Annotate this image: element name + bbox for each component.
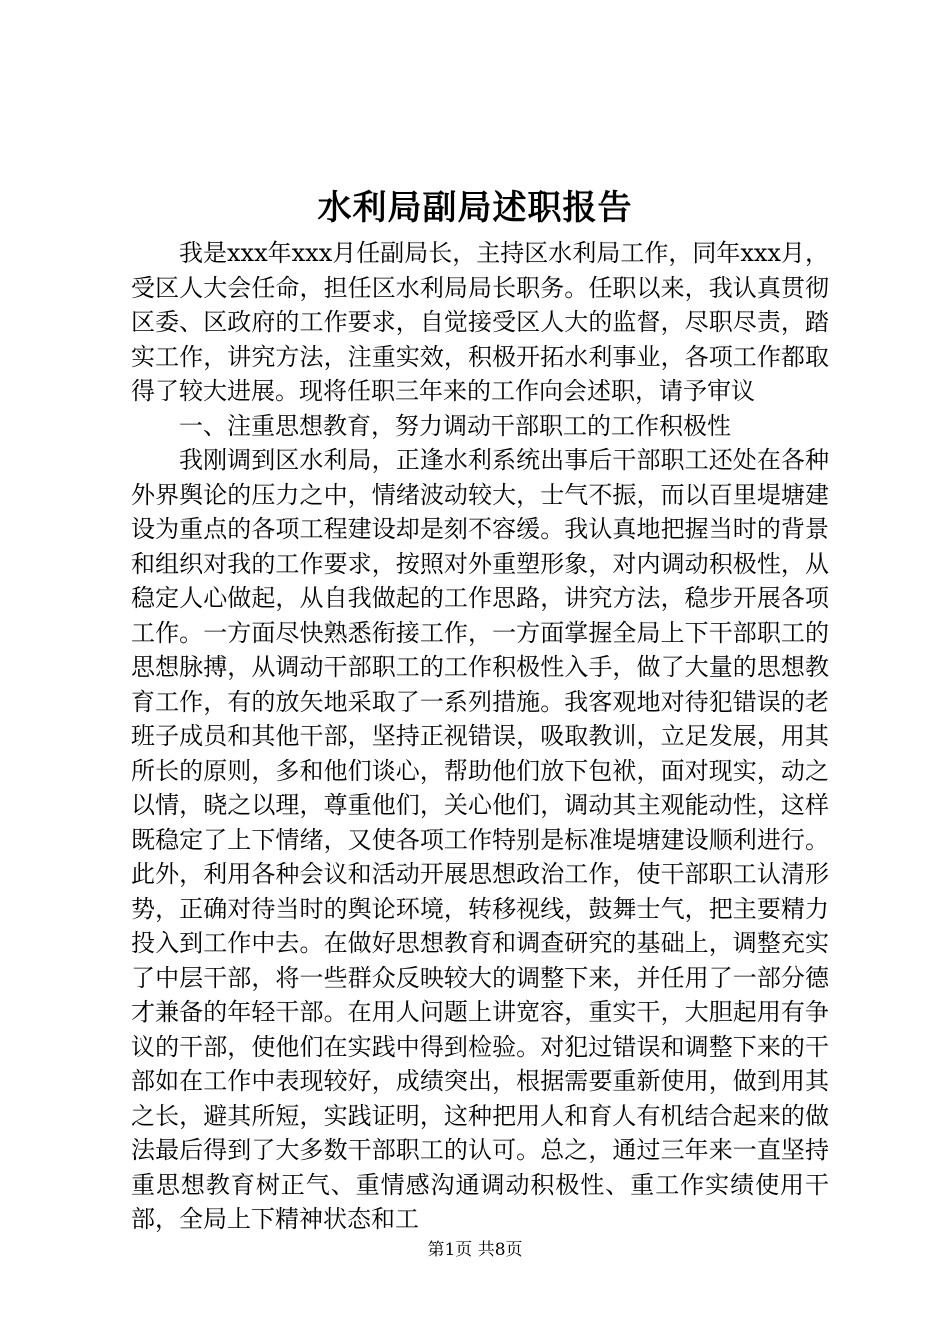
- document-title: 水利局副局述职报告: [317, 188, 633, 228]
- paragraph-intro: 我是xxx年xxx月任副局长，主持区水利局工作，同年xxx月，受区人大会任命，担任区水利局局长职务。任职以来，我认真贯彻区委、区政府的工作要求，自觉接受区人大的监督，尽职尽责，踏实工作，讲究方法，注重实效，积极开拓水利事业，各项工作都取得了较大进展。现将任职三年来的工作向会述职，请予审议: [131, 239, 829, 405]
- document-body: [131, 236, 829, 1237]
- section-heading-1: 一、注重思想教育，努力调动干部职工的工作积极性: [179, 411, 731, 440]
- paragraph-section-1: 我刚调到区水利局，正逢水利系统出事后干部职工还处在各种外界舆论的压力之中，情绪波动较大，士气不振，而以百里堤塘建设为重点的各项工程建设却是刻不容缓。我认真地把握当时的背景和组织对我的工作要求，按照对外重塑形象，对内调动积极性，从稳定人心做起，从自我做起的工作思路，讲究方法，稳步开展各项工作。一方面尽快熟悉衔接工作，一方面掌握全局上下干部职工的思想脉搏，从调动干部职工的工作积极性入手，做了大量的思想教育工作，有的放矢地采取了一系列措施。我客观地对待犯错误的老班子成员和其他干部，坚持正视错误，吸取教训，立足发展，用其所长的原则，多和他们谈心，帮助他们放下包袱，面对现实，动之以情，晓之以理，尊重他们，关心他们，调动其主观能动性，这样既稳定了上下情绪，又使各项工作特别是标准堤塘建设顺利进行。此外，利用各种会议和活动开展思想政治工作，使干部职工认清形势，正确对待当时的舆论环境，转移视线，鼓舞士气，把主要精力投入到工作中去。在做好思想教育和调查研究的基础上，调整充实了中层干部，将一些群众反映较大的调整下来，并任用了一部分德才兼备的年轻干部。在用人问题上讲宽容，重实干，大胆起用有争议的干部，使他们在实践中得到检验。对犯过错误和调整下来的干部如在工作中表现较好，成绩突出，根据需要重新使用，做到用其之长，避其所短，实践证明，这种把用人和育人有机结合起来的做法最后得到了大多数干部职工的认可。总之，通过三年来一直坚持重思想教育树正气、重情感沟通调动积极性、重工作实绩使用干部，全局上下精神状态和工: [131, 446, 829, 1233]
- page-number-footer: 第1页 共8页: [427, 1240, 523, 1260]
